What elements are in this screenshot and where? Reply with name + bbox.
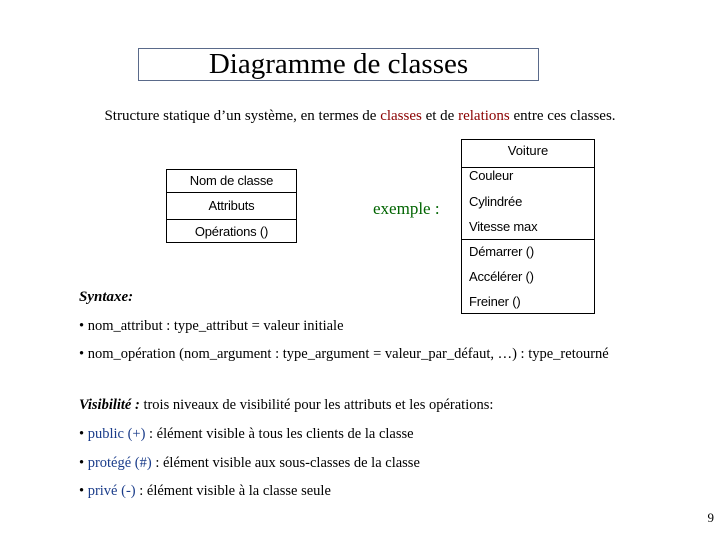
bullet: • [79, 455, 88, 471]
subtitle-classes: classes [380, 108, 422, 124]
visibility-desc: : élément visible à la classe seule [135, 483, 331, 499]
example-attribute: Vitesse max [469, 219, 538, 234]
visibility-term: privé (-) [87, 483, 136, 499]
example-class-box [461, 139, 595, 314]
visibility-desc: : élément visible aux sous-classes de la classe [151, 455, 420, 471]
visibility-item-protected [79, 455, 420, 472]
example-class-divider-2 [462, 239, 594, 240]
example-attribute: Couleur [469, 168, 514, 183]
bullet: • [79, 483, 88, 499]
generic-class-name: Nom de classe [189, 173, 274, 188]
visibility-item-private [79, 483, 331, 500]
example-operation: Freiner () [469, 294, 521, 309]
page-number: 9 [707, 510, 714, 525]
slide-subtitle [0, 108, 720, 125]
example-attribute: Cylindrée [469, 194, 523, 209]
visibility-term: public (+) [87, 426, 146, 442]
subtitle-part1: Structure statique d’un système, en termes de [104, 108, 381, 124]
visibility-desc: : élément visible à tous les clients de la classe [145, 426, 414, 442]
subtitle-part3: entre ces classes. [509, 108, 616, 124]
visibility-item-public [79, 426, 414, 443]
example-operation: Accélérer () [469, 269, 534, 284]
slide-title-text: Diagramme de classes [208, 48, 469, 80]
generic-class-divider-2 [167, 219, 296, 220]
syntax-line-attribute: • nom_attribut : type_attribut = valeur initiale [79, 318, 344, 334]
bullet: • [79, 426, 88, 442]
generic-class-box [166, 169, 297, 243]
visibility-text: trois niveaux de visibilité pour les attributs et les opérations: [139, 397, 494, 413]
subtitle-part2: et de [421, 108, 459, 124]
subtitle-relations: relations [458, 108, 510, 124]
exemple-label: exemple : [373, 199, 440, 218]
slide-title [138, 48, 539, 81]
syntaxe-label: Syntaxe: [79, 289, 134, 305]
generic-class-divider-1 [167, 192, 296, 193]
example-operation: Démarrer () [469, 244, 534, 259]
example-class-name: Voiture [507, 143, 549, 158]
visibility-label: Visibilité : [79, 397, 140, 413]
generic-class-operations: Opérations () [194, 224, 269, 239]
visibility-term: protégé (#) [87, 455, 152, 471]
visibility-heading [79, 397, 493, 414]
syntax-line-operation: • nom_opération (nom_argument : type_argument = valeur_par_défaut, …) : type_retourné [79, 346, 609, 362]
generic-class-attributes: Attributs [208, 198, 255, 213]
